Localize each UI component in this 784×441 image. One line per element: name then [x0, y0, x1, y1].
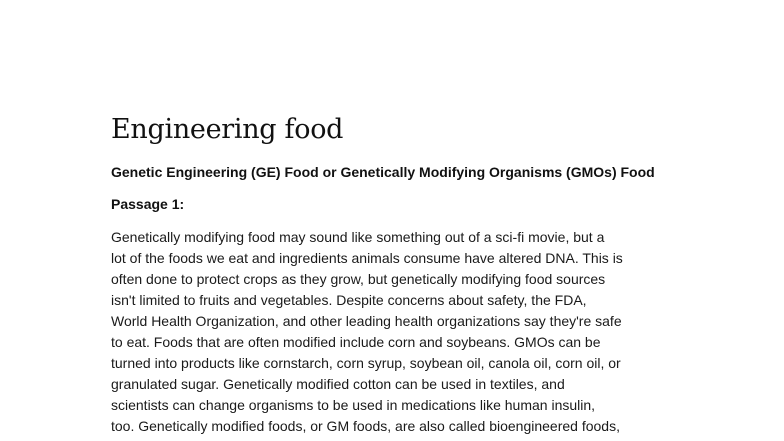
passage-line: isn't limited to fruits and vegetables. Despite concerns about safety, the FDA,	[111, 292, 587, 308]
document-title: Engineering food	[111, 114, 344, 145]
document-subtitle: Genetic Engineering (GE) Food or Genetically Modifying Organisms (GMOs) Food	[111, 164, 655, 180]
passage-line: lot of the foods we eat and ingredients animals consume have altered DNA. This is	[111, 250, 623, 266]
passage-line: turned into products like cornstarch, corn syrup, soybean oil, canola oil, corn oil, or	[111, 355, 621, 371]
passage-body	[111, 227, 686, 437]
passage-line: Genetically modifying food may sound like something out of a sci-fi movie, but a	[111, 229, 605, 245]
passage-line: granulated sugar. Genetically modified cotton can be used in textiles, and	[111, 376, 565, 392]
passage-line: World Health Organization, and other leading health organizations say they're safe	[111, 313, 622, 329]
document-content	[111, 112, 686, 437]
passage-line: often done to protect crops as they grow, but genetically modifying food sources	[111, 271, 606, 287]
passage-line: to eat. Foods that are often modified include corn and soybeans. GMOs can be	[111, 334, 601, 350]
passage-line: scientists can change organisms to be used in medications like human insulin,	[111, 397, 596, 413]
passage-line: too. Genetically modified foods, or GM foods, are also called bioengineered foods,	[111, 418, 620, 434]
passage-label: Passage 1:	[111, 196, 185, 212]
